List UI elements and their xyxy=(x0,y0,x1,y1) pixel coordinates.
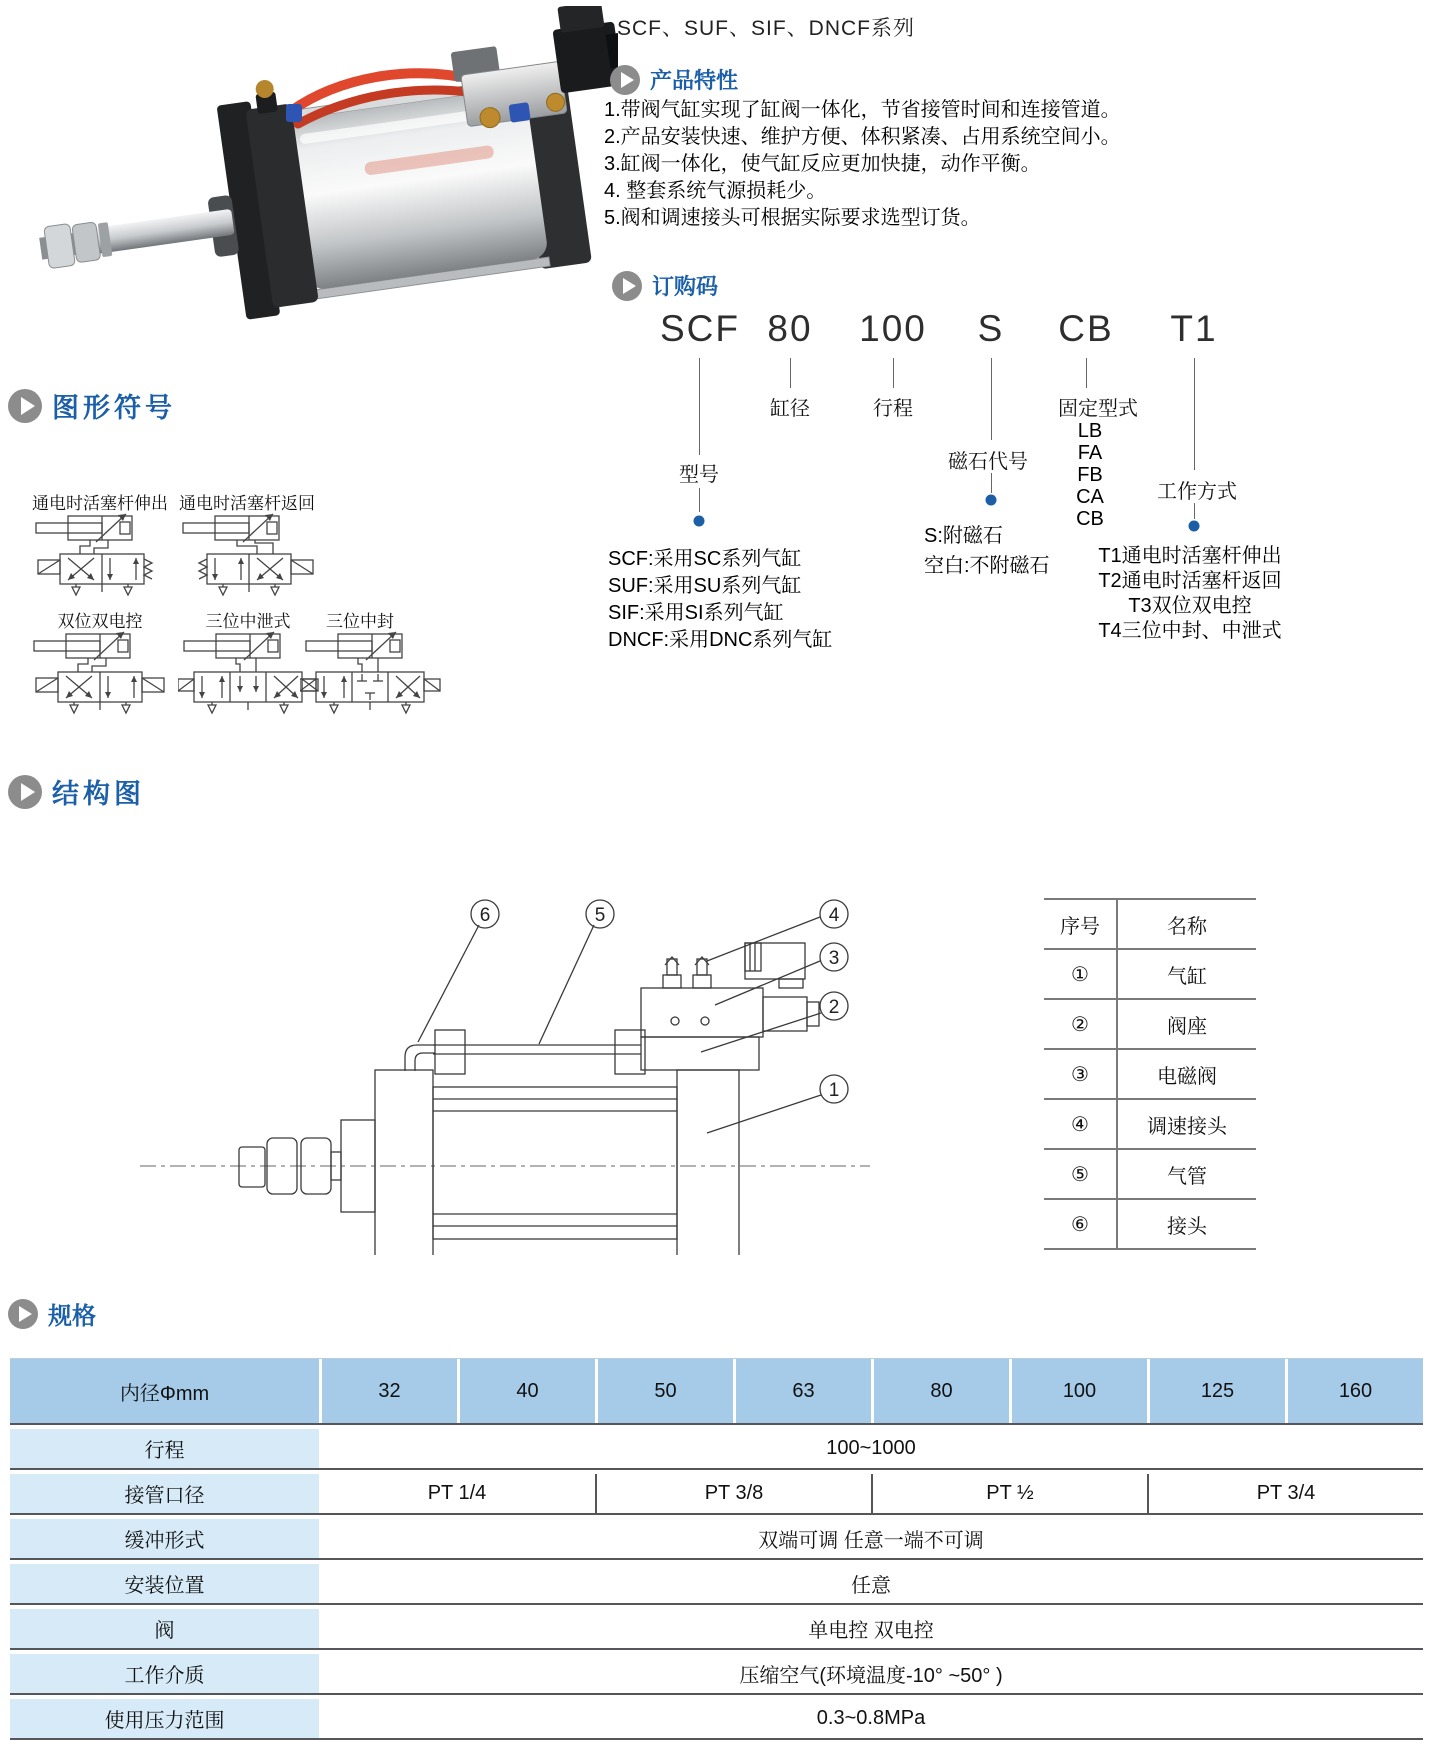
solenoid-valve-group xyxy=(446,6,618,132)
svg-text:2: 2 xyxy=(828,997,840,1018)
parts-header-row xyxy=(1044,900,1256,950)
callout-4 xyxy=(820,900,848,928)
spec-row-label: 行程 xyxy=(10,1429,319,1468)
connector-line xyxy=(1194,503,1195,519)
callout-6 xyxy=(471,900,499,928)
spec-row xyxy=(10,1474,1423,1515)
order-code-heading-label: 订购码 xyxy=(652,274,719,299)
parts-row xyxy=(1044,1200,1256,1250)
list-item: 2.产品安装快速、维护方便、体积紧凑、占用系统空间小。 xyxy=(604,126,1121,148)
label-mounting: 固定型式 xyxy=(1058,398,1138,420)
code-segment-magnet: S xyxy=(977,308,1005,349)
parts-no-cell: ④ xyxy=(1044,1100,1118,1148)
list-item: CB xyxy=(1076,508,1104,530)
order-code-heading xyxy=(612,270,718,301)
spec-bore-cell: 32 xyxy=(319,1359,457,1423)
connector-dot xyxy=(694,516,705,527)
pneumatic-symbol-return xyxy=(177,512,322,606)
spec-bore-cell: 40 xyxy=(457,1359,595,1423)
code-segment-mounting: CB xyxy=(1058,308,1114,349)
spec-table xyxy=(10,1358,1423,1740)
spec-row xyxy=(10,1699,1423,1740)
magnet-options-list xyxy=(924,521,1050,581)
parts-name-cell: 调速接头 xyxy=(1147,1115,1227,1138)
connector-line xyxy=(790,358,791,388)
svg-text:4: 4 xyxy=(828,905,840,926)
connector-dot xyxy=(986,495,997,506)
label-model: 型号 xyxy=(679,464,719,486)
symbol-label-center-closed: 三位中封 xyxy=(326,612,394,631)
symbol-label-return: 通电时活塞杆返回 xyxy=(179,494,315,513)
parts-name-cell: 气缸 xyxy=(1167,965,1207,988)
svg-text:5: 5 xyxy=(594,905,606,926)
parts-row xyxy=(1044,1050,1256,1100)
list-item: FA xyxy=(1077,442,1103,464)
connector-line xyxy=(699,358,700,455)
specs-heading xyxy=(8,1296,96,1331)
list-item: T4三位中封、中泄式 xyxy=(1098,620,1282,642)
parts-no-cell: ⑤ xyxy=(1044,1150,1118,1198)
parts-no-cell: ② xyxy=(1044,1000,1118,1048)
callout-5 xyxy=(586,900,614,928)
list-item: SIF:采用SI系列气缸 xyxy=(608,602,784,624)
label-working: 工作方式 xyxy=(1157,481,1237,503)
list-item: T2通电时活塞杆返回 xyxy=(1098,570,1282,592)
spec-value-cell: PT 3/8 xyxy=(595,1474,871,1513)
spec-header-row xyxy=(10,1358,1423,1425)
parts-row xyxy=(1044,1000,1256,1050)
svg-text:3: 3 xyxy=(828,948,840,969)
pneumatic-symbol-double-solenoid xyxy=(28,630,173,724)
connector-line xyxy=(699,488,700,512)
connector-line xyxy=(1086,358,1087,388)
connector-line xyxy=(1194,358,1195,470)
symbols-heading-label: 图形符号 xyxy=(52,393,176,423)
features-heading xyxy=(610,64,738,95)
parts-row xyxy=(1044,1100,1256,1150)
parts-no-cell: ① xyxy=(1044,950,1118,998)
play-icon xyxy=(612,271,642,301)
list-item: S:附磁石 xyxy=(924,525,1003,547)
structure-drawing xyxy=(55,825,955,1255)
symbol-label-center-exhaust: 三位中泄式 xyxy=(205,612,291,631)
spec-value-cell: 100~1000 xyxy=(826,1437,916,1459)
spec-row-label: 缓冲形式 xyxy=(10,1519,319,1558)
code-segment-stroke: 100 xyxy=(859,308,927,349)
code-segment-model: SCF xyxy=(660,308,740,349)
parts-row xyxy=(1044,1150,1256,1200)
spec-row xyxy=(10,1564,1423,1605)
spec-value-cell: PT 3/4 xyxy=(1147,1474,1423,1513)
list-item: 1.带阀气缸实现了缸阀一体化，节省接管时间和连接管道。 xyxy=(604,99,1121,121)
parts-name-cell: 电磁阀 xyxy=(1157,1065,1217,1088)
parts-no-cell: ⑥ xyxy=(1044,1200,1118,1248)
svg-text:6: 6 xyxy=(479,905,491,926)
callout-2 xyxy=(820,992,848,1020)
mounting-options-list xyxy=(1076,420,1104,530)
callout-3 xyxy=(820,943,848,971)
code-segment-bore: 80 xyxy=(767,308,813,349)
structure-heading-label: 结构图 xyxy=(52,779,145,809)
spec-row xyxy=(10,1519,1423,1560)
spec-value-cell: PT 1/4 xyxy=(427,1482,487,1504)
structure-heading xyxy=(8,772,145,811)
spec-value-cell: 任意 xyxy=(851,1575,891,1597)
list-item: T3双位双电控 xyxy=(1128,595,1252,617)
model-options-list xyxy=(608,546,832,654)
spec-header-label: 内径Φmm xyxy=(10,1359,319,1423)
spec-row-label: 使用压力范围 xyxy=(10,1699,319,1738)
spec-value-cell: 压缩空气(环境温度-10° ~50° ) xyxy=(739,1665,1003,1687)
label-bore: 缸径 xyxy=(770,398,810,420)
list-item: 3.缸阀一体化，使气缸反应更加快捷，动作平衡。 xyxy=(604,153,1041,175)
spec-bore-cell: 125 xyxy=(1147,1359,1285,1423)
symbol-label-double: 双位双电控 xyxy=(57,612,143,631)
features-heading-label: 产品特性 xyxy=(650,68,739,93)
connector-line xyxy=(991,473,992,493)
spec-bore-cell: 50 xyxy=(595,1359,733,1423)
connector-dot xyxy=(1189,521,1200,532)
spec-row-label: 阀 xyxy=(10,1609,319,1648)
play-icon xyxy=(8,775,42,809)
spec-value-cell: 0.3~0.8MPa xyxy=(816,1707,926,1729)
page-title: SCF、SUF、SIF、DNCF系列 xyxy=(617,17,915,40)
pneumatic-symbol-extend xyxy=(30,512,175,606)
parts-name-cell: 接头 xyxy=(1167,1215,1207,1238)
list-item: LB xyxy=(1077,420,1103,442)
spec-bore-cell: 80 xyxy=(871,1359,1009,1423)
symbols-heading xyxy=(8,386,176,425)
spec-row xyxy=(10,1429,1423,1470)
label-stroke: 行程 xyxy=(873,398,913,420)
parts-name-cell: 气管 xyxy=(1167,1165,1207,1188)
spec-bore-cell: 160 xyxy=(1285,1359,1423,1423)
list-item: FB xyxy=(1077,464,1103,486)
working-options-list xyxy=(1098,544,1281,644)
list-item: DNCF:采用DNC系列气缸 xyxy=(608,629,833,651)
features-list xyxy=(604,97,1121,232)
list-item: SCF:采用SC系列气缸 xyxy=(608,548,802,570)
spec-value-cell: 双端可调 任意一端不可调 xyxy=(758,1530,984,1552)
label-magnet: 磁石代号 xyxy=(948,451,1028,473)
symbol-label-extend: 通电时活塞杆伸出 xyxy=(32,494,168,513)
parts-name-cell: 阀座 xyxy=(1167,1015,1207,1038)
list-item: 空白:不附磁石 xyxy=(924,555,1050,577)
connector-line xyxy=(893,358,894,388)
product-photo xyxy=(8,6,618,336)
spec-row xyxy=(10,1609,1423,1650)
list-item: CA xyxy=(1076,486,1104,508)
parts-no-cell: 序号 xyxy=(1044,900,1118,948)
pneumatic-symbol-center-closed xyxy=(300,630,445,724)
parts-table xyxy=(1044,898,1256,1250)
spec-row-label: 工作介质 xyxy=(10,1654,319,1693)
code-segment-working: T1 xyxy=(1170,308,1218,349)
spec-bore-cell: 63 xyxy=(733,1359,871,1423)
spec-row-label: 接管口径 xyxy=(10,1474,319,1513)
spec-row xyxy=(10,1654,1423,1695)
connector-line xyxy=(991,358,992,440)
list-item: T1通电时活塞杆伸出 xyxy=(1098,545,1282,567)
spec-value-cell: 单电控 双电控 xyxy=(808,1620,934,1642)
spec-row-label: 安装位置 xyxy=(10,1564,319,1603)
parts-name-cell: 名称 xyxy=(1167,915,1207,938)
specs-heading-label: 规格 xyxy=(48,1303,96,1330)
parts-row xyxy=(1044,950,1256,1000)
parts-no-cell: ③ xyxy=(1044,1050,1118,1098)
list-item: 5.阀和调速接头可根据实际要求选型订货。 xyxy=(604,207,981,229)
spec-value-cell: PT ½ xyxy=(871,1474,1147,1513)
play-icon xyxy=(8,389,42,423)
play-icon xyxy=(610,65,640,95)
list-item: SUF:采用SU系列气缸 xyxy=(608,575,802,597)
svg-text:1: 1 xyxy=(828,1080,840,1101)
callout-1 xyxy=(820,1075,848,1103)
play-icon xyxy=(8,1299,38,1329)
list-item: 4. 整套系统气源损耗少。 xyxy=(604,180,827,202)
spec-bore-cell: 100 xyxy=(1009,1359,1147,1423)
